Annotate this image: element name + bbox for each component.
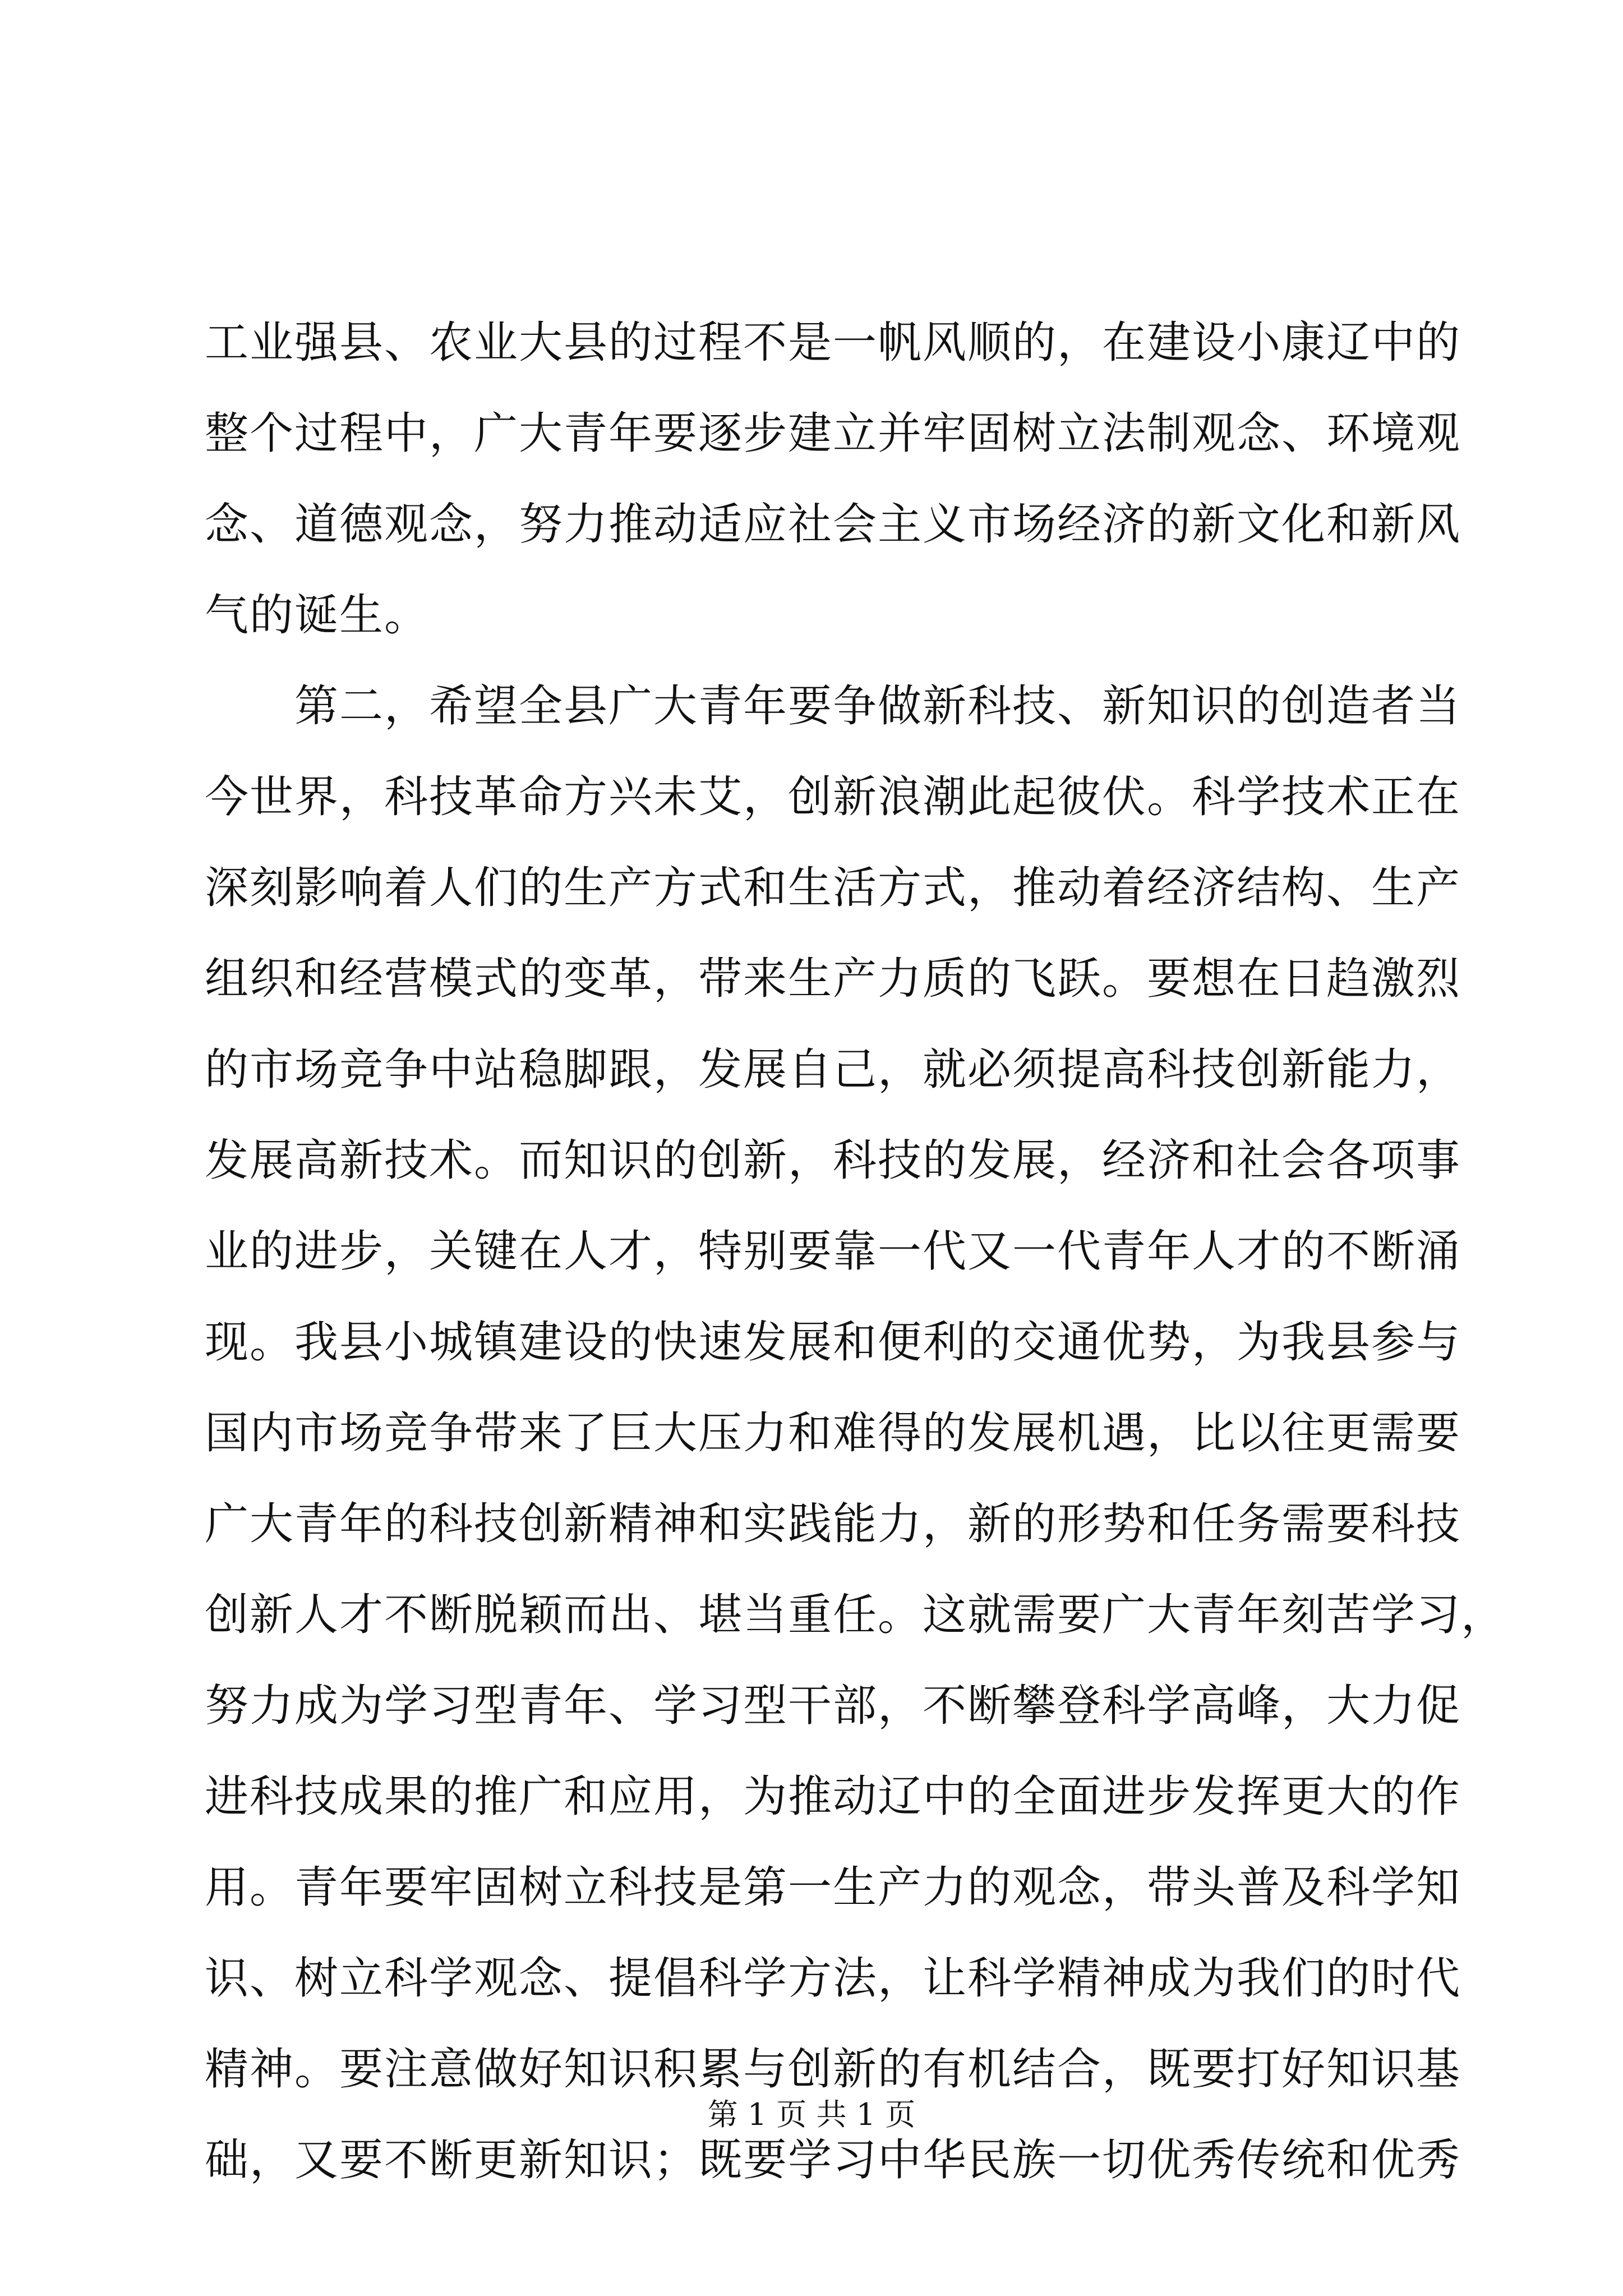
text-line: 深刻影响着人们的生产方式和生活方式，推动着经济结构、生产 [205,863,1461,913]
text-line: 今世界，科技革命方兴未艾，创新浪潮此起彼伏。科学技术正在 [205,772,1461,822]
text-line: 国内市场竞争带来了巨大压力和难得的发展机遇，比以往更需要 [205,1408,1461,1458]
text-line: 精神。要注意做好知识积累与创新的有机结合，既要打好知识基 [205,2044,1461,2095]
text-line: 业的进步，关键在人才，特别要靠一代又一代青年人才的不断涌 [205,1226,1461,1277]
text-line: 的市场竞争中站稳脚跟，发展自己，就必须提高科技创新能力， [205,1045,1461,1095]
text-line: 识、树立科学观念、提倡科学方法，让科学精神成为我们的时代 [205,1953,1461,2004]
text-line: 发展高新技术。而知识的创新，科技的发展，经济和社会各项事 [205,1135,1461,1186]
text-line: 整个过程中，广大青年要逐步建立并牢固树立法制观念、环境观 [205,408,1461,459]
text-line: 用。青年要牢固树立科技是第一生产力的观念，带头普及科学知 [205,1862,1461,1913]
paragraph-start-line: 第二，希望全县广大青年要争做新科技、新知识的创造者当 [294,681,1461,731]
text-line: 组织和经营模式的变革，带来生产力质的飞跃。要想在日趋激烈 [205,954,1461,1004]
text-line: 努力成为学习型青年、学习型干部，不断攀登科学高峰，大力促 [205,1681,1461,1731]
body-text [205,297,1506,2206]
text-line: 念、道德观念，努力推动适应社会主义市场经济的新文化和新风 [205,499,1461,550]
text-line: 础，又要不断更新知识；既要学习中华民族一切优秀传统和优秀 [205,2135,1461,2185]
text-line: 现。我县小城镇建设的快速发展和便利的交通优势，为我县参与 [205,1317,1461,1368]
text-line: 广大青年的科技创新精神和实践能力，新的形势和任务需要科技 [205,1499,1461,1549]
text-line: 气的诞生。 [205,590,430,641]
page-footer: 第 1 页 共 1 页 [707,2097,916,2132]
text-line: 创新人才不断脱颖而出、堪当重任。这就需要广大青年刻苦学习， [205,1590,1506,1640]
text-line: 进科技成果的推广和应用，为推动辽中的全面进步发挥更大的作 [205,1772,1461,1822]
text-line: 工业强县、农业大县的过程不是一帆风顺的，在建设小康辽中的 [205,318,1461,368]
